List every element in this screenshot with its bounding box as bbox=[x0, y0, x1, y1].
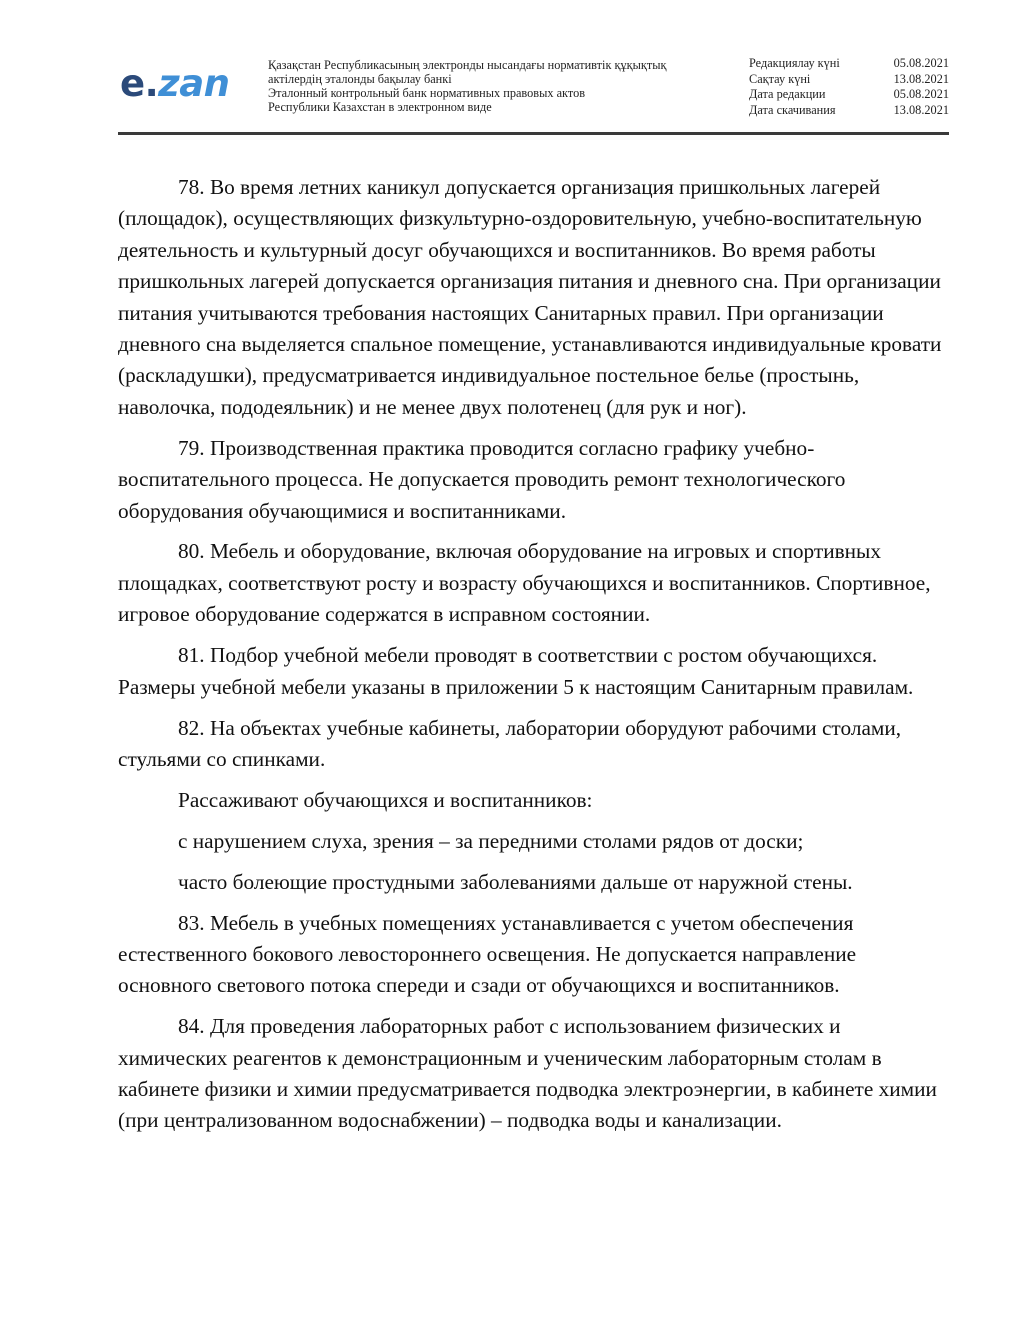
paragraph-83: 83. Мебель в учебных помещениях устанавливается с учетом обеспечения естественного бокового левостороннего освещения. Не допускается направление основного светового потока спереди и сзади от обучающихся и воспитанников. bbox=[118, 910, 857, 998]
logo-zan: zan bbox=[158, 62, 230, 105]
header-meta bbox=[749, 56, 949, 118]
header-description bbox=[268, 58, 728, 114]
ezan-logo[interactable] bbox=[120, 64, 230, 104]
paragraph-84: 84. Для проведения лабораторных работ с использованием физических и химических реагентов к демонстрационным и ученическим лабораторным столам в кабинете физики и химии предусматривается подводка электроэнергии, в кабинете химии (при централизованном водоснабжении) – подводка воды и канализации. bbox=[118, 1014, 937, 1133]
header-description-line: Қазақстан Республикасының электронды нысандағы нормативтік құқықтық bbox=[268, 58, 667, 72]
paragraph-80: 80. Мебель и оборудование, включая оборудование на игровых и спортивных площадках, соответствуют росту и возрасту обучающихся и воспитанников. Спортивное, игровое оборудование содержатся в исправном состоянии. bbox=[118, 539, 931, 627]
meta-label: Сақтау күні bbox=[749, 71, 811, 86]
document-header bbox=[118, 54, 949, 135]
logo-dot: . bbox=[144, 62, 159, 105]
header-description-line: Республики Казахстан в электронном виде bbox=[268, 100, 492, 114]
meta-row-edit-date-ru bbox=[749, 87, 949, 103]
paragraph-81: 81. Подбор учебной мебели проводят в соответствии с ростом обучающихся. Размеры учебной мебели указаны в приложении 5 к настоящим Санитарным правилам. bbox=[118, 643, 914, 699]
meta-row-edit-date-kz bbox=[749, 56, 949, 72]
header-description-line: Эталонный контрольный банк нормативных правовых актов bbox=[268, 86, 586, 100]
meta-row-save-date-kz bbox=[749, 72, 949, 88]
meta-value: 13.08.2021 bbox=[893, 71, 949, 86]
meta-label: Дата скачивания bbox=[749, 102, 836, 117]
paragraph-82: 82. На объектах учебные кабинеты, лаборатории оборудуют рабочими столами, стульями со спинками. bbox=[118, 715, 902, 771]
paragraph-79: 79. Производственная практика проводится согласно графику учебно-воспитательного процесса. Не допускается проводить ремонт технологического оборудования обучающимися и воспитанниками. bbox=[118, 435, 846, 523]
meta-label: Дата редакции bbox=[749, 87, 826, 101]
meta-value: 05.08.2021 bbox=[893, 87, 949, 101]
meta-value: 05.08.2021 bbox=[893, 56, 949, 70]
paragraph-seating-intro: Рассаживают обучающихся и воспитанников: bbox=[178, 787, 593, 812]
meta-value: 13.08.2021 bbox=[893, 102, 949, 117]
document-body bbox=[118, 172, 950, 1146]
header-description-line: актілердің эталонды бақылау банкі bbox=[268, 72, 452, 86]
meta-row-download-date-ru bbox=[749, 103, 949, 119]
paragraph-seating-hearing: с нарушением слуха, зрения – за передними столами рядов от доски; bbox=[178, 828, 804, 853]
paragraph-78: 78. Во время летних каникул допускается организация пришкольных лагерей (площадок), осуществляющих физкультурно-оздоровительную, учебно-воспитательную деятельность и культурный досуг обучающихся и воспитанников. Во время работы пришкольных лагерей допускается организация питания и дневного сна. При организации питания учитываются требования настоящих Санитарных правил. При организации дневного сна выделяется спальное помещение, устанавливаются индивидуальные кровати (раскладушки), предусматривается индивидуальное постельное белье (простынь, наволочка, пододеяльник) и не менее двух полотенец (для рук и ног). bbox=[118, 175, 942, 419]
logo-e: e bbox=[120, 62, 145, 105]
paragraph-seating-illness: часто болеющие простудными заболеваниями дальше от наружной стены. bbox=[178, 869, 853, 894]
meta-label: Редакциялау күні bbox=[749, 56, 840, 70]
